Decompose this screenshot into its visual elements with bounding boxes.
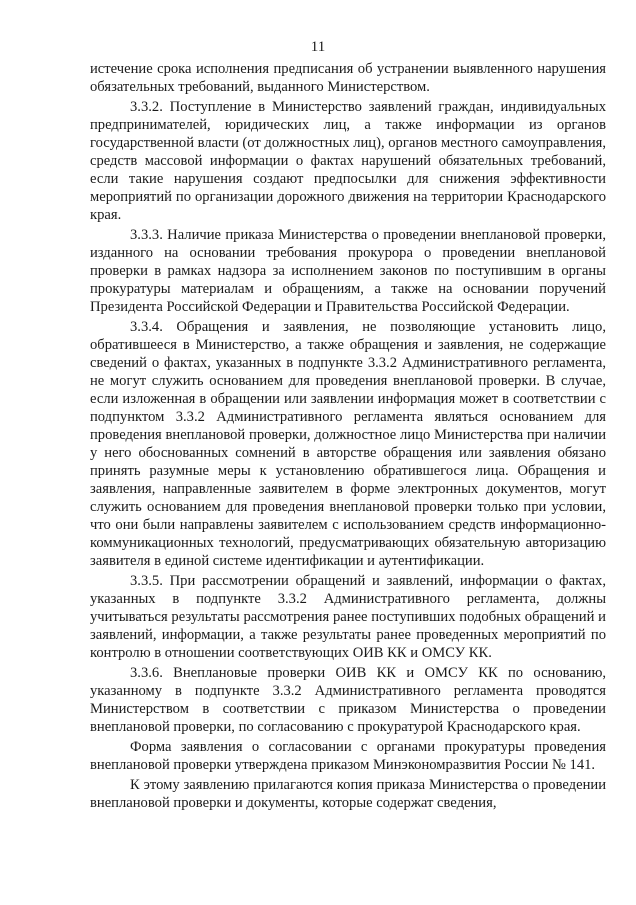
paragraph-3-3-3: 3.3.3. Наличие приказа Министерства о проведении внеплановой проверки, изданного на основании требования прокурора о проведении внеплановой проверки в рамках надзора за исполнением законов по поступившим в органы прокуратуры материалам и обращениям, а также на основании поручений Президента Российской Федерации и Правительства Российской Федерации.	[90, 227, 606, 315]
paragraph-attachments: К этому заявлению прилагаются копия приказа Министерства о проведении внеплановой проверки и документы, которые содержат сведения,	[90, 777, 606, 811]
paragraph-3-3-5: 3.3.5. При рассмотрении обращений и заявлений, информации о фактах, указанных в подпункте 3.3.2 Административного регламента, должны учитываться результаты рассмотрения ранее поступивших подобных обращений и заявлений, информации, а также результаты ранее проведенных мероприятий по контролю в отношении соответствующих ОИВ КК и ОМСУ КК.	[90, 573, 606, 661]
document-body	[90, 60, 606, 814]
paragraph-3-3-4: 3.3.4. Обращения и заявления, не позволяющие установить лицо, обратившееся в Министерство, а также обращения и заявления, не содержащие сведений о фактах, указанных в подпункте 3.3.2 Административного регламента, не могут служить основанием для проведения внеплановой проверки. В случае, если изложенная в обращении или заявлении информация может в соответствии с подпунктом 3.3.2 Административного регламента являться основанием для проведения внеплановой проверки, должностное лицо Министерства при наличии у него обоснованных сомнений в авторстве обращения или заявления обязано принять разумные меры к установлению обратившегося лица. Обращения и заявления, направленные заявителем в форме электронных документов, могут служить основанием для проведения внеплановой проверки только при условии, что они были направлены заявителем с использованием средств информационно-коммуникационных технологий, предусматривающих обязательную авторизацию заявителя в единой системе идентификации и аутентификации.	[90, 319, 606, 569]
page-number: 11	[310, 39, 326, 55]
paragraph-continuation: истечение срока исполнения предписания об устранении выявленного нарушения обязательных требований, выданного Министерством.	[90, 61, 606, 95]
paragraph-3-3-6: 3.3.6. Внеплановые проверки ОИВ КК и ОМСУ КК по основанию, указанному в подпункте 3.3.2 Административного регламента проводятся Министерством в соответствии с приказом Министерства о проведении внеплановой проверки, по согласованию с прокуратурой Краснодарского края.	[90, 665, 606, 735]
paragraph-3-3-2: 3.3.2. Поступление в Министерство заявлений граждан, индивидуальных предпринимателей, юридических лиц, а также информации из органов государственной власти (от должностных лиц), органов местного самоуправления, средств массовой информации о фактах нарушений обязательных требований, если такие нарушения создают предпосылки для снижения эффективности мероприятий по организации дорожного движения на территории Краснодарского края.	[90, 99, 606, 223]
paragraph-application-form: Форма заявления о согласовании с органами прокуратуры проведения внеплановой проверки утверждена приказом Минэкономразвития России № 141.	[90, 739, 606, 773]
